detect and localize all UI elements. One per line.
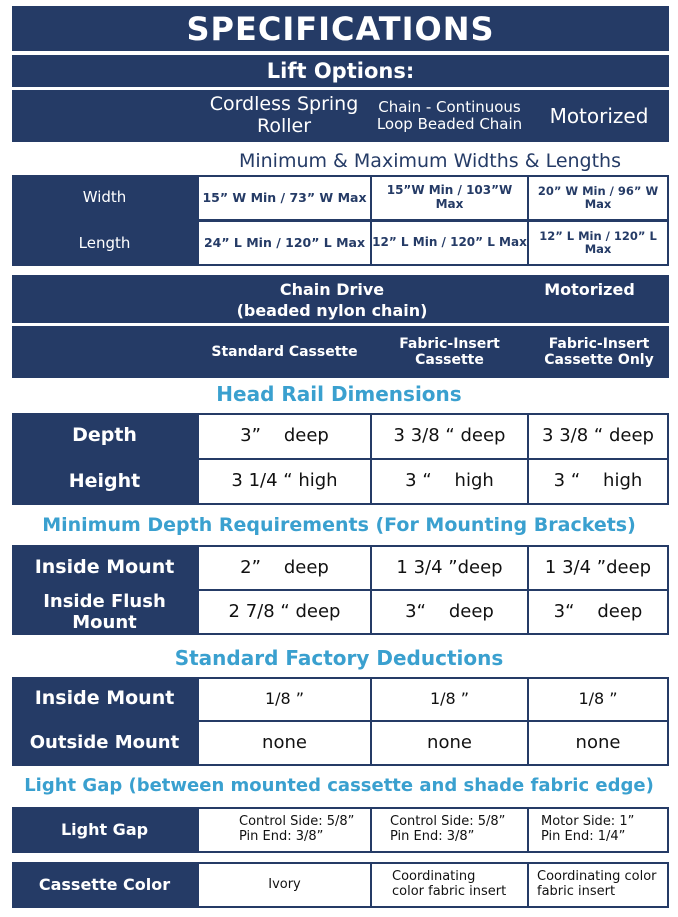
light-gap-label: Light Gap: [60, 819, 149, 839]
flush-mount-fabric-value: 3“ deep: [405, 600, 494, 622]
inside-mount-label: Inside Mount: [34, 555, 175, 578]
width-cordless: 15” W Min / 73” W Max: [199, 177, 370, 219]
height-standard: [199, 460, 370, 503]
flush-mount-motorized-value: 3“ deep: [553, 600, 643, 622]
widths-lengths-heading: Minimum & Maximum Widths & Lengths: [238, 150, 622, 172]
min-depth-heading: Minimum Depth Requirements (For Mounting Brackets): [42, 514, 636, 536]
page-title: SPECIFICATIONS: [186, 9, 495, 48]
light-gap-motorized-line1: Motor Side: 1”: [541, 814, 635, 830]
title-banner: [12, 6, 669, 51]
head-rail-heading: Head Rail Dimensions: [216, 382, 462, 406]
depth-standard: [199, 415, 370, 458]
depth-label: Depth: [72, 424, 137, 447]
cassette-color-label: Cassette Color: [38, 874, 171, 894]
inside-mount-motorized-value: 1 3/4 ”deep: [544, 556, 652, 578]
light-gap-standard: [199, 809, 370, 851]
cassette-fabric-insert-only: Fabric-Insert Cassette Only: [544, 335, 654, 368]
cassette-standard: Standard Cassette: [211, 343, 358, 360]
height-fabric-value: 3 “ high: [405, 470, 494, 492]
height-motorized: [529, 460, 667, 503]
chain-drive-label: Chain Drive: [279, 280, 385, 299]
cassette-color-standard: Ivory: [199, 864, 370, 906]
length-motorized: 12” L Min / 120” L Max: [529, 222, 667, 264]
width-chain: 15”W Min / 103”W Max: [372, 177, 527, 219]
lift-options-blank: [12, 90, 197, 142]
chain-drive-note: (beaded nylon chain): [236, 301, 428, 320]
cassette-color-motorized: Coordinating color fabric insert: [529, 864, 667, 906]
ded-inside-mount-label: Inside Mount: [34, 687, 175, 710]
inside-mount-motorized: [529, 547, 667, 589]
col-motorized: Motorized: [549, 103, 649, 128]
deductions-table: [12, 677, 669, 766]
light-gap-table: [12, 807, 669, 853]
flush-mount-fabric: [372, 591, 527, 633]
lift-options-heading: Lift Options:: [266, 59, 415, 83]
ded-inside-motorized: 1/8 ”: [529, 679, 667, 720]
ded-outside-fabric: none: [372, 722, 527, 764]
cassette-type-row: [12, 326, 669, 378]
light-gap-motorized-line2: Pin End: 1/4”: [541, 829, 626, 844]
cassette-color-fabric: Coordinating color fabric insert: [372, 864, 527, 906]
ded-inside-fabric: 1/8 ”: [372, 679, 527, 720]
light-gap-fabric-line1: Control Side: 5/8”: [390, 814, 506, 830]
cassette-fabric-insert: Fabric-Insert Cassette: [399, 335, 500, 368]
deductions-heading: Standard Factory Deductions: [174, 646, 504, 670]
drive-header: [12, 275, 669, 323]
lift-options-header-row: [12, 90, 669, 142]
flush-mount-standard-value: 2 7/8 “ deep: [228, 600, 341, 622]
height-motorized-value: 3 “ high: [553, 470, 643, 492]
min-depth-table: [12, 545, 669, 635]
light-gap-fabric: [372, 809, 527, 851]
height-standard-value: 3 1/4 “ high: [231, 470, 338, 492]
height-fabric: [372, 460, 527, 503]
inside-mount-standard-value: 2” deep: [240, 556, 329, 578]
motorized-label: Motorized: [544, 280, 635, 299]
length-cordless: 24” L Min / 120” L Max: [199, 222, 370, 264]
width-label: Width: [82, 188, 127, 207]
light-gap-fabric-line2: Pin End: 3/8”: [390, 829, 475, 844]
light-gap-motorized: [529, 809, 667, 851]
ded-outside-mount-label: Outside Mount: [29, 732, 180, 754]
inside-flush-mount-label: Inside Flush Mount: [43, 590, 166, 633]
light-gap-heading: Light Gap (between mounted cassette and shade fabric edge): [24, 775, 654, 796]
light-gap-standard-line1: Control Side: 5/8”: [239, 814, 355, 830]
col-chain-continuous: Chain - Continuous Loop Beaded Chain: [376, 97, 523, 133]
light-gap-standard-line2: Pin End: 3/8”: [239, 829, 324, 844]
col-cordless-spring-roller: Cordless Spring Roller: [209, 93, 359, 137]
length-chain: 12” L Min / 120” L Max: [372, 222, 527, 264]
flush-mount-standard: [199, 591, 370, 633]
depth-fabric-value: 3 3/8 “ deep: [393, 425, 506, 447]
cassette-color-table: [12, 862, 669, 908]
depth-motorized-value: 3 3/8 “ deep: [542, 425, 654, 447]
depth-standard-value: 3” deep: [240, 425, 329, 447]
ded-outside-motorized: none: [529, 722, 667, 764]
inside-mount-fabric-value: 1 3/4 ”deep: [396, 556, 503, 578]
depth-fabric: [372, 415, 527, 458]
length-label: Length: [78, 233, 131, 252]
cassette-blank: [12, 326, 197, 378]
width-motorized: 20” W Min / 96” W Max: [529, 177, 667, 219]
widths-lengths-table: [12, 175, 669, 266]
ded-outside-standard: none: [199, 722, 370, 764]
inside-mount-standard: [199, 547, 370, 589]
height-label: Height: [68, 470, 141, 493]
flush-mount-motorized: [529, 591, 667, 633]
depth-motorized: [529, 415, 667, 458]
ded-inside-standard: 1/8 ”: [199, 679, 370, 720]
head-rail-table: [12, 413, 669, 505]
inside-mount-fabric: [372, 547, 527, 589]
lift-options-banner: [12, 55, 669, 87]
